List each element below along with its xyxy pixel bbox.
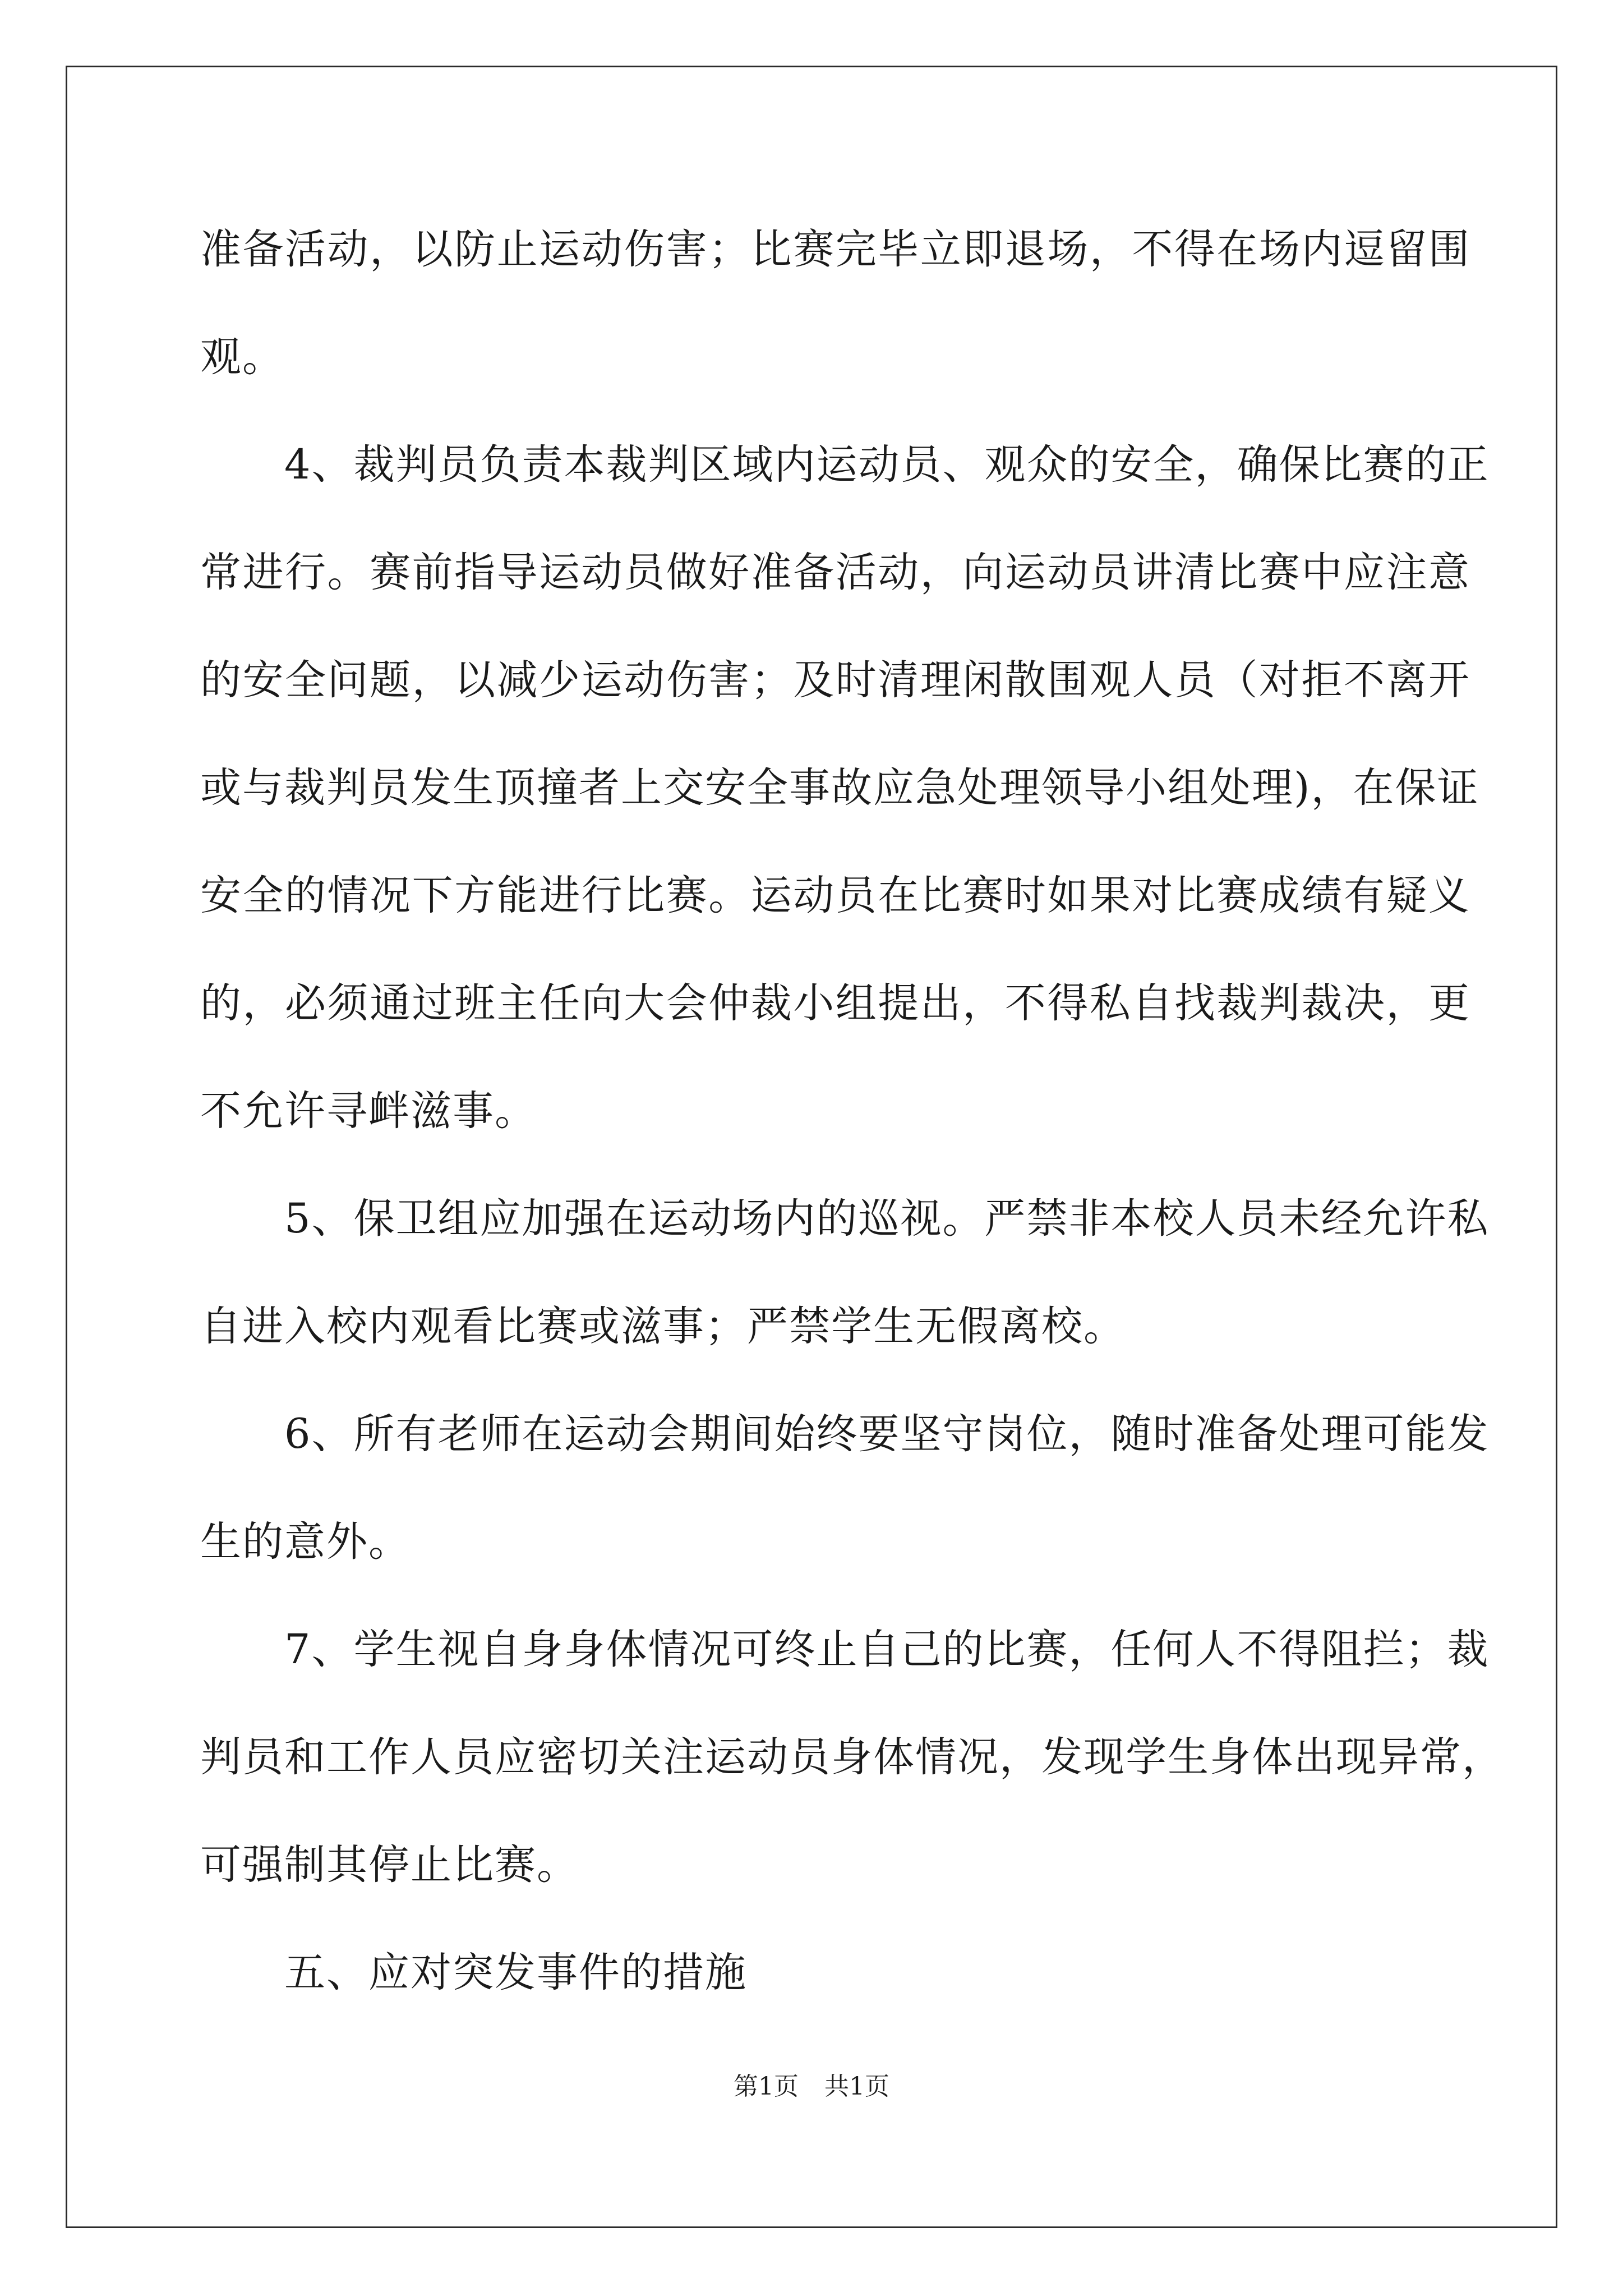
document-body <box>200 208 1504 2039</box>
text-line: 或与裁判员发生顶撞者上交安全事故应急处理领导小组处理)，在保证 <box>200 764 1479 812</box>
text-line: 6、所有老师在运动会期间始终要坚守岗位，随时准备处理可能发 <box>284 1410 1490 1458</box>
page-number: 第1页 <box>734 2072 799 2101</box>
text-line: 的，必须通过班主任向大会仲裁小组提出，不得私自找裁判裁决，更 <box>200 979 1470 1027</box>
text-line: 4、裁判员负责本裁判区域内运动员、观众的安全，确保比赛的正 <box>284 441 1490 489</box>
section-heading: 五、应对突发事件的措施 <box>284 1949 747 1996</box>
text-line: 判员和工作人员应密切关注运动员身体情况，发现学生身体出现异常， <box>200 1733 1504 1781</box>
text-line: 7、学生视自身身体情况可终止自己的比赛，任何人不得阻拦；裁 <box>284 1626 1490 1673</box>
text-line: 观。 <box>200 333 284 381</box>
text-line: 可强制其停止比赛。 <box>200 1841 579 1889</box>
text-line: 5、保卫组应加强在运动场内的巡视。严禁非本校人员未经允许私 <box>284 1195 1490 1243</box>
text-line: 常进行。赛前指导运动员做好准备活动，向运动员讲清比赛中应注意 <box>200 549 1470 596</box>
page-footer <box>0 2070 1623 2104</box>
text-line: 的安全问题，以减少运动伤害；及时清理闲散围观人员（对拒不离开 <box>200 656 1470 704</box>
text-line: 准备活动，以防止运动伤害；比赛完毕立即退场，不得在场内逗留围 <box>200 226 1470 273</box>
text-line: 生的意外。 <box>200 1518 411 1566</box>
page-total: 共1页 <box>824 2072 889 2101</box>
text-line: 不允许寻衅滋事。 <box>200 1087 537 1135</box>
text-line: 自进入校内观看比赛或滋事；严禁学生无假离校。 <box>200 1303 1126 1350</box>
text-line: 安全的情况下方能进行比赛。运动员在比赛时如果对比赛成绩有疑义 <box>200 872 1470 919</box>
